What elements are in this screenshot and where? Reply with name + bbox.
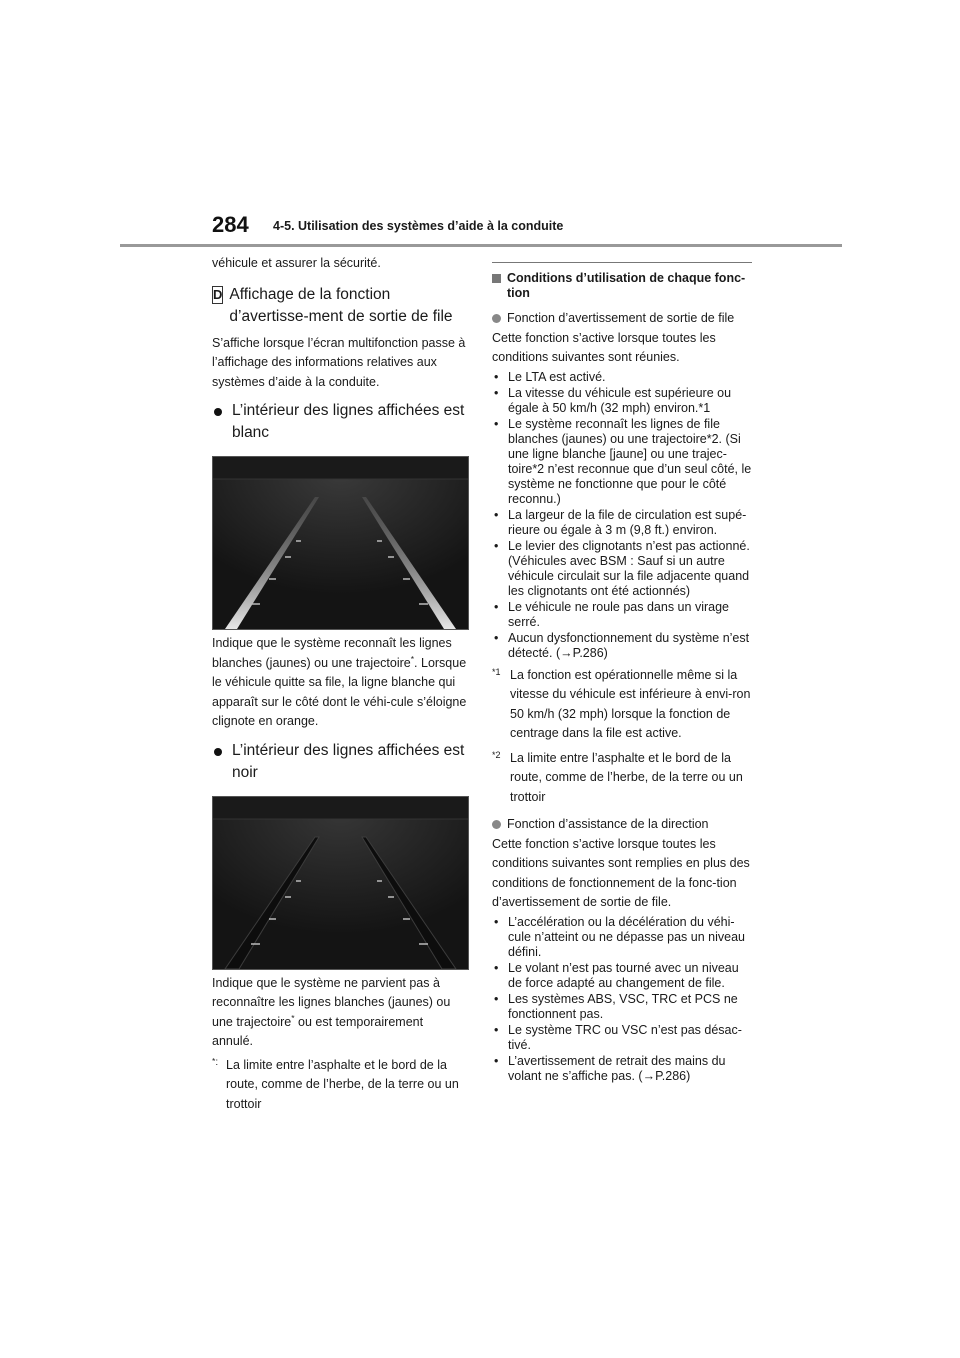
black-lines-heading: L’intérieur des lignes affichées est noir <box>212 740 467 784</box>
bullet-icon <box>214 748 222 756</box>
list-item: • Le système TRC ou VSC n’est pas désac-tivé. <box>494 1022 742 1052</box>
lda-conditions-list <box>492 370 752 661</box>
list-item: • Le volant n’est pas tourné avec un niveau de force adapté au changement de file. <box>494 960 739 990</box>
section-heading <box>212 284 467 328</box>
footnote-2: *2 La limite entre l’asphalte et le bord de la route, comme de l’herbe, de la terre ou un trottoir <box>492 749 743 804</box>
steering-conditions-list <box>492 915 752 1084</box>
conditions-title: Conditions d’utilisation de chaque fonc-tion <box>492 271 752 301</box>
lda-intro: Cette fonction s’active lorsque toutes les conditions suivantes sont réunies. <box>492 330 716 364</box>
white-lines-description: Indique que le système reconnaît les lignes blanches (jaunes) ou une trajectoire*. Lorsque le véhicule quitte sa file, la ligne blanche qui apparaît sur le côté dont le véhi-cule s’éloigne clignote en orange. <box>212 636 467 728</box>
header-rule <box>120 244 842 247</box>
square-bullet-icon <box>492 274 501 283</box>
footnote-1: *1 La fonction est opérationnelle même si la vitesse du véhicule est inférieure à envi-ron 50 km/h (32 mph) lorsque la fonction de centrage dans la file est active. <box>492 666 751 740</box>
section-title: Affichage de la fonction d’avertisse-ment de sortie de file <box>229 285 453 325</box>
list-item: • Le levier des clignotants n’est pas actionné. (Véhicules avec BSM : Sauf si un autre véhicule circulait sur la file adjacente quand les clignotants ont été actionnés) <box>494 538 750 598</box>
left-column <box>212 254 467 1114</box>
conditions-rule <box>492 262 752 263</box>
intro-text: véhicule et assurer la sécurité. <box>212 256 381 270</box>
black-lines-description: Indique que le système ne parvient pas à reconnaître les lignes blanches (jaunes) ou une trajectoire* ou est temporairement annulé. <box>212 975 451 1048</box>
section-letter: D <box>213 286 223 302</box>
list-item: • Le LTA est activé. <box>494 369 606 384</box>
white-lines-heading: L’intérieur des lignes affichées est blanc <box>212 400 467 444</box>
list-item: • Le véhicule ne roule pas dans un virage serré. <box>494 599 729 629</box>
section-description: S’affiche lorsque l’écran multifonction passe à l’affichage des informations relatives aux systèmes d’aide à la conduite. <box>212 335 466 389</box>
lda-title: Fonction d’avertissement de sortie de file <box>492 309 752 329</box>
circle-bullet-icon <box>492 314 501 323</box>
bullet-icon <box>214 408 222 416</box>
list-item: • La vitesse du véhicule est supérieure ou égale à 50 km/h (32 mph) environ.*1 <box>494 385 732 415</box>
list-item: • Les systèmes ABS, VSC, TRC et PCS ne fonctionnent pas. <box>494 991 738 1021</box>
lane-display-black-icon <box>212 796 469 970</box>
list-item: • La largeur de la file de circulation est supé-rieure ou égale à 3 m (9,8 ft.) environ. <box>494 507 747 537</box>
list-item: • L’avertissement de retrait des mains du volant ne s’affiche pas. (→P.286) <box>494 1053 726 1083</box>
circle-bullet-icon <box>492 820 501 829</box>
steering-intro: Cette fonction s’active lorsque toutes les conditions suivantes sont remplies en plus des conditions de fonctionnement de la fonc-tion d’avertissement de sortie de file. <box>492 836 750 909</box>
steering-title: Fonction d’assistance de la direction <box>492 815 752 835</box>
right-column <box>492 262 752 1085</box>
chapter-title: 4-5. Utilisation des systèmes d’aide à la conduite <box>273 219 564 233</box>
lane-display-white-icon <box>212 456 469 630</box>
list-item: • Le système reconnaît les lignes de file blanches (jaunes) ou une trajectoire*2. (Si une ligne blanche [jaune] ou une trajec-toire*2 n’est reconnue que d’un seul côté, le système ne fonctionne que pour le côté reconnu.) <box>494 416 752 506</box>
left-footnote: *: La limite entre l’asphalte et le bord de la route, comme de l’herbe, de la terre ou un trottoir <box>212 1055 459 1111</box>
list-item: • Aucun dysfonctionnement du système n’est détecté. (→P.286) <box>494 630 750 660</box>
page-number: 284 <box>212 212 249 237</box>
list-item: • L’accélération ou la décélération du véhi-cule n’atteint ou ne dépasse pas un niveau défini. <box>494 914 745 959</box>
